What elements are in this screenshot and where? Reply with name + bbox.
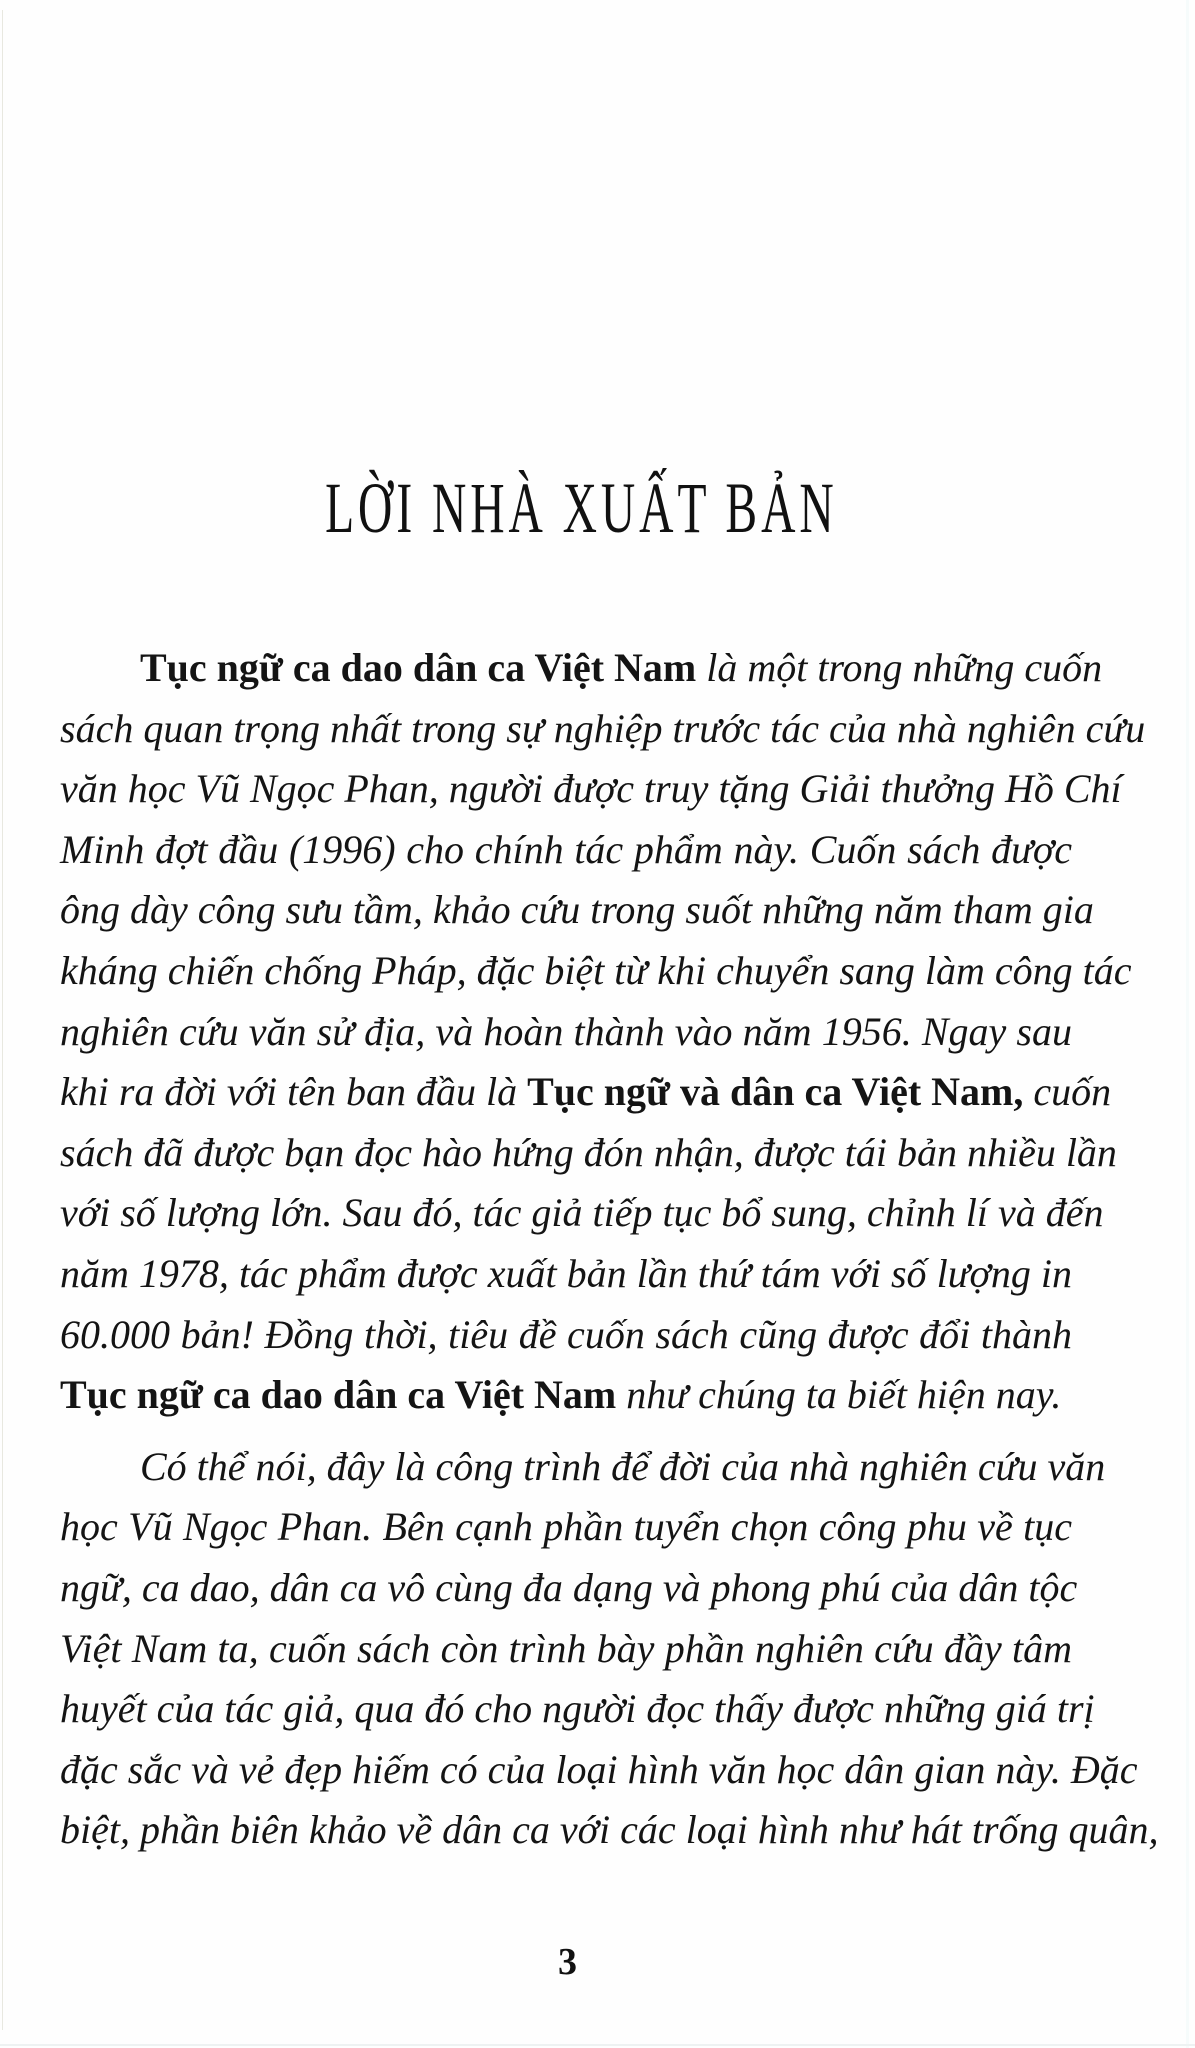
page-right-edge <box>1186 0 1189 2048</box>
book-title-bold: Tục ngữ và dân ca Việt Nam, <box>527 1069 1024 1115</box>
text-line <box>60 1365 1072 1426</box>
text-line <box>60 1002 1072 1063</box>
text-run: ông dày công sưu tầm, khảo cứu trong suốt những năm tham gia <box>60 887 1094 933</box>
paragraph-1 <box>60 638 1146 1426</box>
text-run: ngữ, ca dao, dân ca vô cùng đa dạng và phong phú của dân tộc <box>60 1564 1078 1610</box>
text-run: sách quan trọng nhất trong sự nghiệp trước tác của nhà nghiên cứu <box>60 705 1146 751</box>
text-line <box>60 1437 1106 1498</box>
text-line <box>60 880 1094 941</box>
text-run: như chúng ta biết hiện nay. <box>616 1372 1062 1418</box>
text-run: Việt Nam ta, cuốn sách còn trình bày phần nghiên cứu đầy tâm <box>60 1625 1072 1671</box>
text-line <box>60 699 1146 760</box>
page-bottom-edge <box>0 2044 1195 2046</box>
text-run: Có thể nói, đây là công trình để đời của nhà nghiên cứu văn <box>140 1443 1106 1489</box>
text-run: Minh đợt đầu (1996) cho chính tác phẩm này. Cuốn sách được <box>60 826 1072 872</box>
page-left-edge <box>2 10 3 2030</box>
text-line <box>60 1123 1117 1184</box>
paragraph-2 <box>60 1437 1159 1861</box>
text-run: biệt, phần biên khảo về dân ca với các loại hình như hát trống quân, <box>60 1807 1159 1853</box>
text-run: sách đã được bạn đọc hào hứng đón nhận, được tái bản nhiều lần <box>60 1129 1117 1175</box>
text-line <box>60 759 1122 820</box>
body-text <box>60 638 1159 1861</box>
page-title: LỜI NHÀ XUẤT BẢN <box>325 468 838 548</box>
text-run: học Vũ Ngọc Phan. Bên cạnh phần tuyển chọn công phu về tục <box>60 1504 1072 1550</box>
text-line <box>60 1800 1159 1861</box>
text-run: cuốn <box>1023 1069 1112 1115</box>
text-line <box>60 1183 1104 1244</box>
text-run: văn học Vũ Ngọc Phan, người được truy tặng Giải thưởng Hồ Chí <box>60 766 1122 812</box>
text-run: khi ra đời với tên ban đầu là <box>60 1069 528 1115</box>
text-line <box>60 820 1072 881</box>
text-line <box>60 1244 1072 1305</box>
text-line <box>60 1497 1072 1558</box>
text-line <box>60 1062 1112 1123</box>
book-title-bold: Tục ngữ ca dao dân ca Việt Nam <box>60 1372 617 1418</box>
text-run: năm 1978, tác phẩm được xuất bản lần thứ tám với số lượng in <box>60 1250 1072 1296</box>
text-line <box>60 1679 1095 1740</box>
text-run: với số lượng lớn. Sau đó, tác giả tiếp tục bổ sung, chỉnh lí và đến <box>60 1190 1104 1236</box>
text-run: là một trong những cuốn <box>696 645 1103 690</box>
text-run: 60.000 bản! Đồng thời, tiêu đề cuốn sách cũng được đổi thành <box>60 1311 1072 1357</box>
text-line <box>60 941 1132 1002</box>
text-line <box>60 1558 1078 1619</box>
text-line <box>60 1740 1138 1801</box>
text-run: kháng chiến chống Pháp, đặc biệt từ khi chuyển sang làm công tác <box>60 947 1132 993</box>
text-line <box>60 1619 1072 1680</box>
text-line <box>60 638 1103 699</box>
text-line <box>60 1305 1072 1366</box>
book-title-bold: Tục ngữ ca dao dân ca Việt Nam <box>140 645 697 690</box>
text-run: huyết của tác giả, qua đó cho người đọc thấy được những giá trị <box>60 1686 1095 1732</box>
text-run: đặc sắc và vẻ đẹp hiếm có của loại hình văn học dân gian này. Đặc <box>60 1746 1138 1792</box>
text-run: nghiên cứu văn sử địa, và hoàn thành vào năm 1956. Ngay sau <box>60 1008 1072 1054</box>
page-number: 3 <box>558 1941 577 1983</box>
